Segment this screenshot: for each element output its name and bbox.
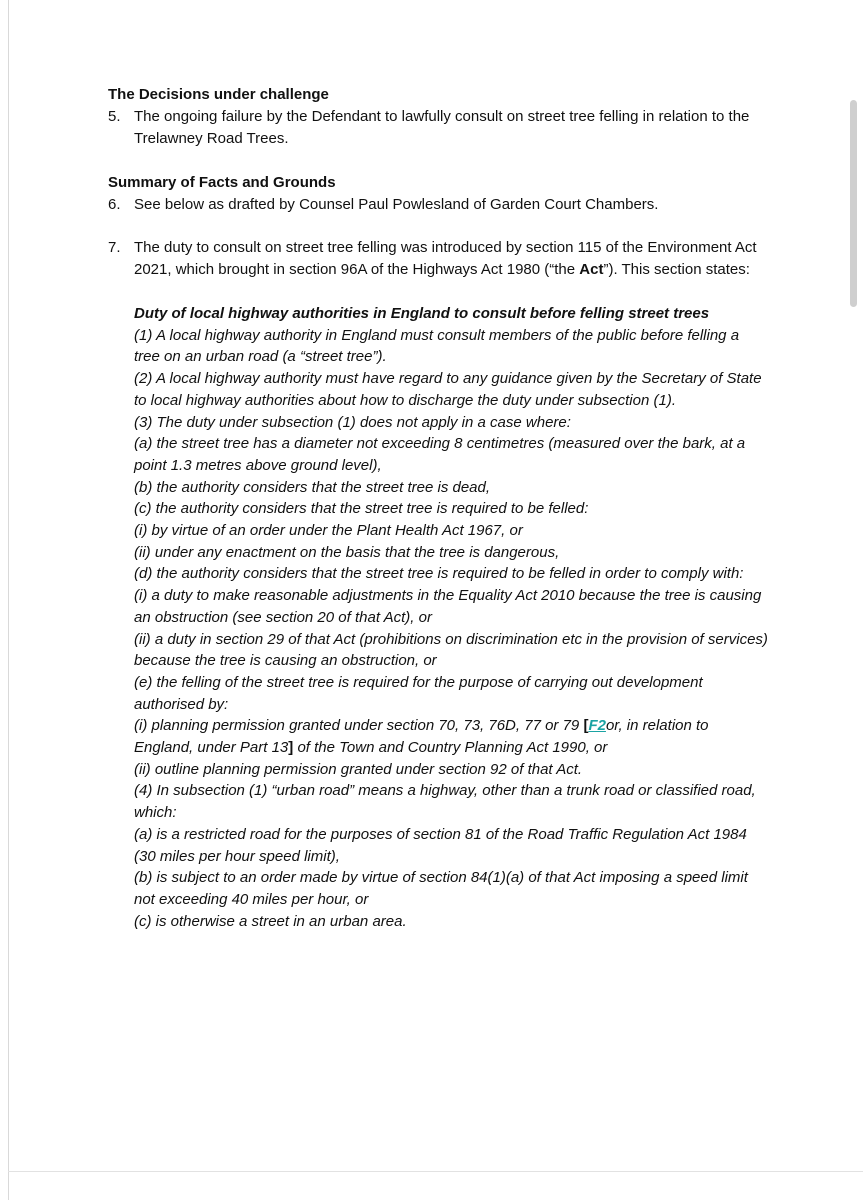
quote-line: (b) the authority considers that the street tree is dead, <box>134 478 491 496</box>
quote-line: (i) a duty to make reasonable adjustments in the Equality Act 2010 because the tree is causing an obstruction (see section 20 of that Act), or <box>134 587 762 626</box>
planning-text-b: or, in relation to England, under Part 13 <box>134 717 709 757</box>
quote-line: (1) A local highway authority in England must consult members of the public before felling a tree on an urban road (a “street tree”). <box>134 326 740 366</box>
planning-text-c: of the Town and Country Planning Act 1990, or <box>293 739 608 757</box>
page-bottom-edge <box>8 1171 863 1172</box>
decisions-heading: The Decisions under challenge <box>108 86 329 103</box>
page-left-edge <box>8 0 9 1200</box>
quote-line: (c) the authority considers that the street tree is required to be felled: <box>134 500 589 518</box>
paragraph-number: 7. <box>108 239 121 256</box>
quote-line: (2) A local highway authority must have regard to any guidance given by the Secretary of State to local highway authorities about how to discharge the duty under subsection (1). <box>134 370 762 409</box>
act-defined-term: Act <box>579 261 604 278</box>
scrollbar-thumb[interactable] <box>850 100 857 307</box>
para7-text-b: ”). This section states: <box>603 261 750 278</box>
footnote-link-f2[interactable]: F2 <box>588 717 606 735</box>
paragraph-text: See below as drafted by Counsel Paul Powlesland of Garden Court Chambers. <box>134 196 659 213</box>
planning-text-a: (i) planning permission granted under section 70, 73, 76D, 77 or 79 <box>134 717 584 735</box>
bracket-close: ] <box>288 739 294 757</box>
quote-line: (c) is otherwise a street in an urban area. <box>134 912 407 930</box>
quote-line: (i) by virtue of an order under the Plant Health Act 1967, or <box>134 522 523 540</box>
quote-line: (4) In subsection (1) “urban road” means a highway, other than a trunk road or classified road, which: <box>134 782 756 822</box>
quote-line: (ii) a duty in section 29 of that Act (prohibitions on discrimination etc in the provision of services) because the tree is causing an obstruction, or <box>134 630 768 670</box>
paragraph-number: 6. <box>108 196 121 213</box>
statute-quote <box>134 303 768 932</box>
paragraph-text <box>134 237 768 281</box>
quote-line: (a) the street tree has a diameter not exceeding 8 centimetres (measured over the bark, at a point 1.3 metres above ground level), <box>134 435 746 474</box>
quote-line-planning <box>134 715 768 758</box>
bracket-open: [ <box>583 717 589 735</box>
quote-title: Duty of local highway authorities in England to consult before felling street trees <box>134 305 710 322</box>
quote-line: (a) is a restricted road for the purposes of section 81 of the Road Traffic Regulation Act 1984 (30 miles per hour speed limit), <box>134 825 747 865</box>
quote-line: (e) the felling of the street tree is required for the purpose of carrying out development authorised by: <box>134 673 703 713</box>
facts-heading: Summary of Facts and Grounds <box>108 174 336 191</box>
document-body <box>108 84 768 932</box>
paragraph-5 <box>108 106 768 150</box>
paragraph-text: The ongoing failure by the Defendant to lawfully consult on street tree felling in relation to the Trelawney Road Trees. <box>134 108 750 147</box>
quote-line: (b) is subject to an order made by virtue of section 84(1)(a) of that Act imposing a speed limit not exceeding 40 miles per hour, or <box>134 869 748 908</box>
paragraph-number: 5. <box>108 108 121 125</box>
para7-text-a: The duty to consult on street tree felling was introduced by section 115 of the Environment Act 2021, which brought in section 96A of the Highways Act 1980 (“the <box>134 239 757 278</box>
quote-line: (ii) under any enactment on the basis that the tree is dangerous, <box>134 543 560 561</box>
quote-line: (ii) outline planning permission granted under section 92 of that Act. <box>134 760 583 778</box>
quote-line: (3) The duty under subsection (1) does not apply in a case where: <box>134 413 571 431</box>
paragraph-6 <box>108 194 768 216</box>
paragraph-7 <box>108 237 768 281</box>
quote-line: (d) the authority considers that the street tree is required to be felled in order to comply with: <box>134 565 744 583</box>
